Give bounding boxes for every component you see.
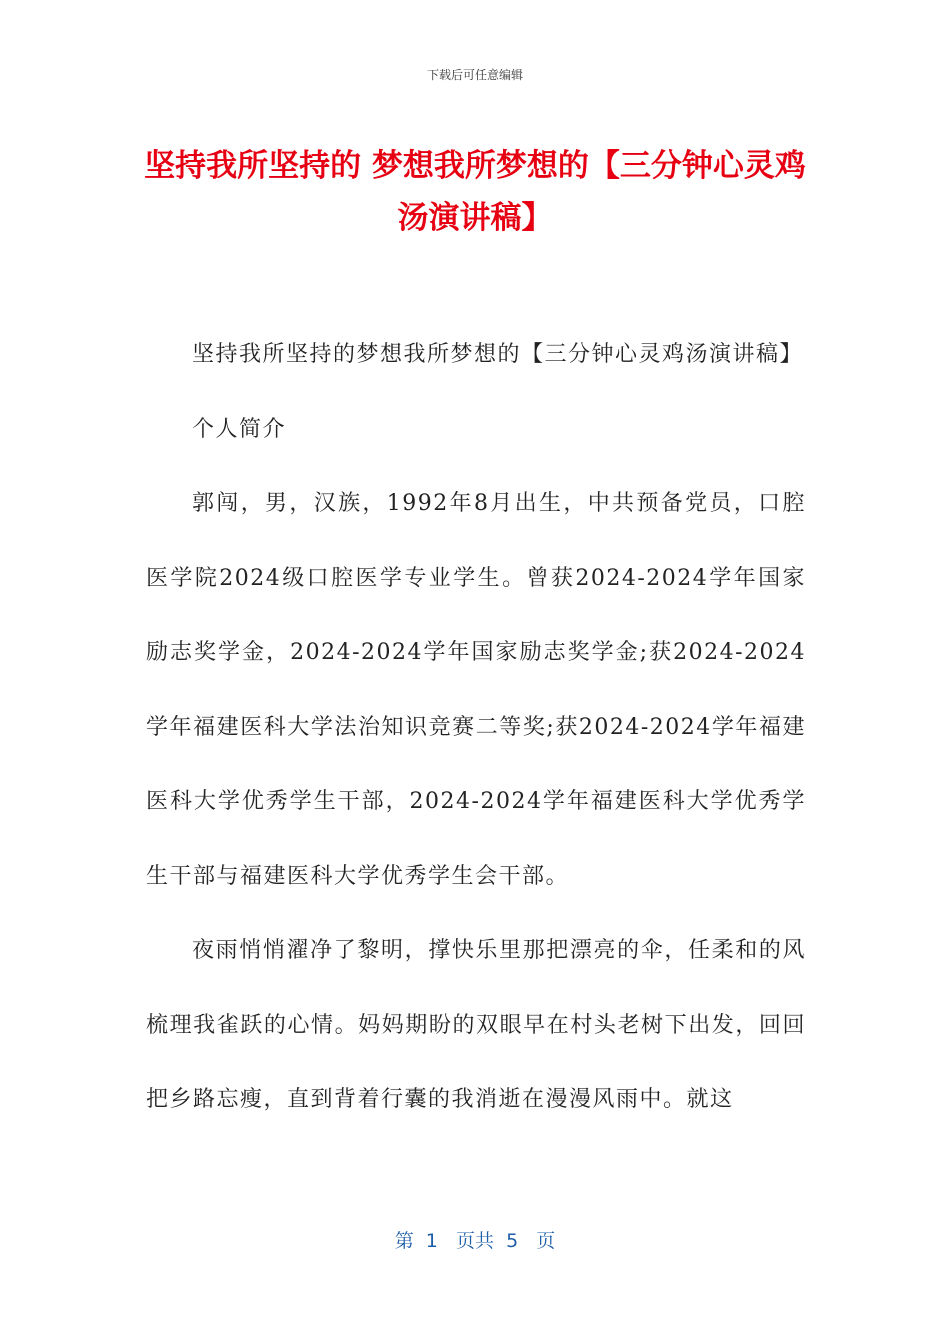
paragraph-title-repeat: 坚持我所坚持的梦想我所梦想的【三分钟心灵鸡汤演讲稿】	[192, 342, 804, 367]
paragraph-narrative: 夜雨悄悄濯净了黎明，撑快乐里那把漂亮的伞，任柔和的风梳理我雀跃的心情。妈妈期盼的双眼早在村头老树下出发，回回把乡路忘瘦，直到背着行囊的我消逝在漫漫风雨中。就这	[146, 938, 806, 1112]
header-note: 下载后可任意编辑	[426, 68, 523, 82]
paragraph-section-heading: 个人简介	[192, 416, 287, 442]
document-body	[146, 318, 806, 1138]
page-number-footer: 第 1 页共 5 页	[394, 1230, 556, 1252]
paragraph-biography: 郭闯，男，汉族，1992年8月出生，中共预备党员，口腔医学院2024级口腔医学专业学生。曾获2024-2024学年国家励志奖学金，2024-2024学年国家励志奖学金;获2024-2024学年福建医科大学法治知识竞赛二等奖;获2024-2024学年福建医科大学优秀学生干部，2024-2024学年福建医科大学优秀学生干部与福建医科大学优秀学生会干部。	[146, 491, 806, 889]
document-title: 坚持我所坚持的 梦想我所梦想的【三分钟心灵鸡汤演讲稿】	[144, 148, 806, 236]
